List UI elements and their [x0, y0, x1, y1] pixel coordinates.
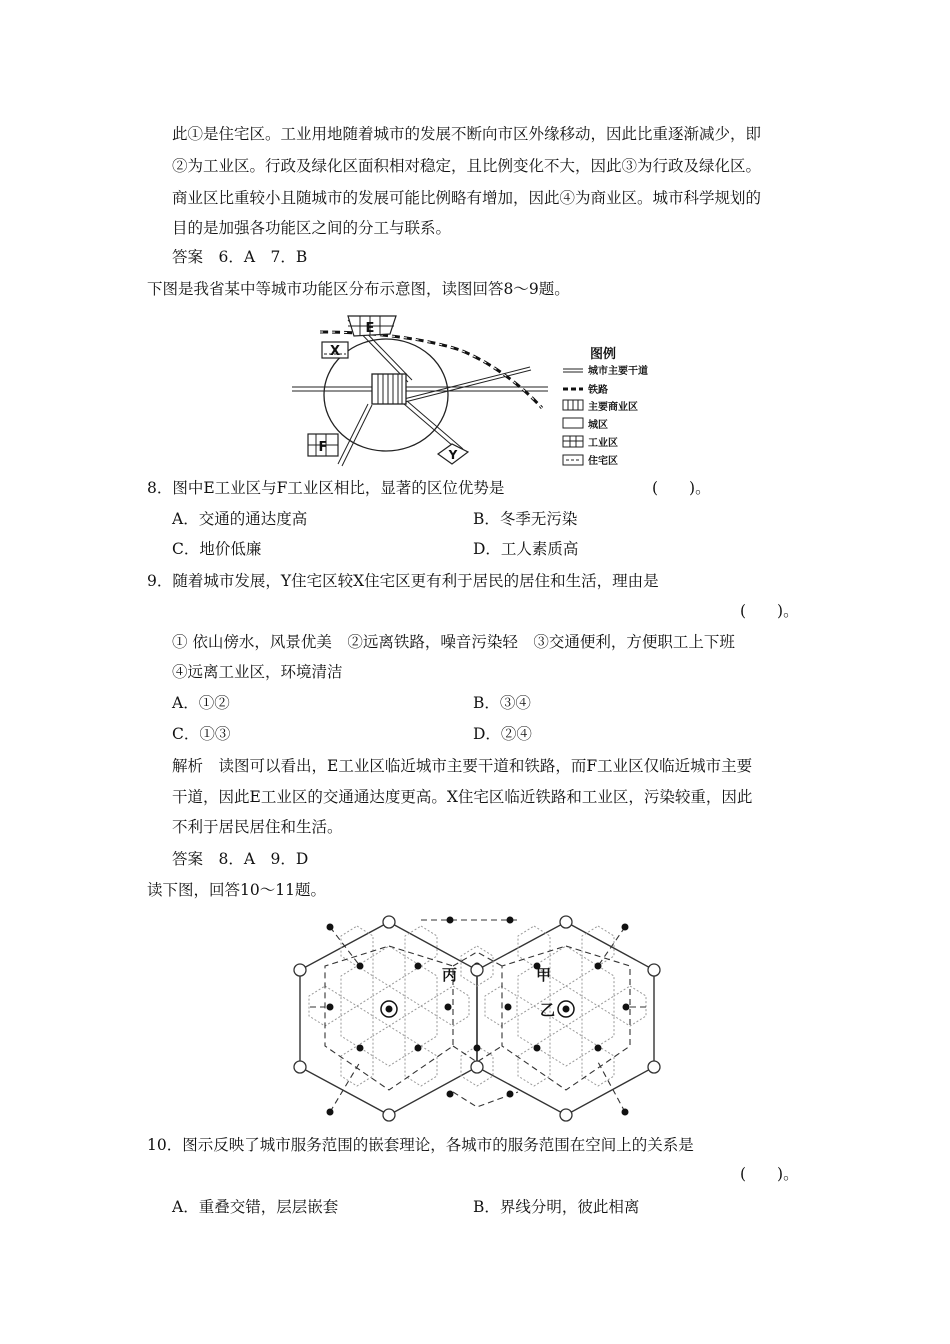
q10-option-b: B．界线分明，彼此相离 — [473, 1198, 640, 1216]
residential-area-x — [322, 342, 348, 359]
q10-bracket: ( )。 — [740, 1165, 799, 1183]
explanation-line: 商业区比重较小且随城市的发展可能比例略有增加，因此④为商业区。城市科学规划的 — [172, 189, 762, 207]
residential-area-y — [438, 444, 468, 464]
q8-option-a: A．交通的通达度高 — [172, 510, 308, 528]
svg-text:城区: 城区 — [588, 420, 608, 431]
central-city-left — [381, 1001, 397, 1017]
label-y: Y — [448, 448, 458, 462]
svg-text:工业区: 工业区 — [588, 438, 618, 449]
central-city-right — [558, 1001, 574, 1017]
label-f: F — [318, 440, 328, 455]
railway — [320, 332, 542, 408]
q9-option-a: A．①② — [172, 694, 230, 712]
q9-choices-line2: ④远离工业区，环境清洁 — [172, 663, 343, 681]
analysis-line: 干道，因此E工业区的交通通达度更高。X住宅区临近铁路和工业区，污染较重，因此 — [172, 788, 753, 806]
label-e: E — [365, 321, 375, 336]
industrial-area-f — [308, 434, 338, 456]
q8-stem: 8．图中E工业区与F工业区相比，显著的区位优势是 — [147, 479, 505, 497]
map-legend — [563, 346, 648, 467]
q9-bracket: ( )。 — [740, 602, 799, 620]
explanation-line: 此①是住宅区。工业用地随着城市的发展不断向市区外缘移动，因此比重逐渐减少，即 — [172, 125, 762, 143]
q9-stem: 9．随着城市发展，Y住宅区较X住宅区更有利于居民的居住和生活，理由是 — [147, 572, 659, 590]
explanation-line: ②为工业区。行政及绿化区面积相对稳定，且比例变化不大，因此③为行政及绿化区。 — [172, 157, 762, 175]
answer-8-9: 答案 8．A 9．D — [172, 850, 309, 868]
label-yi: 乙 — [540, 1001, 556, 1019]
label-bing: 丙 — [442, 966, 458, 984]
q10-option-a: A．重叠交错，层层嵌套 — [172, 1198, 339, 1216]
q10-stem: 10．图示反映了城市服务范围的嵌套理论，各城市的服务范围在空间上的关系是 — [147, 1136, 694, 1154]
q9-option-c: C．①③ — [172, 725, 231, 743]
q8-option-c: C．地价低廉 — [172, 540, 262, 558]
svg-text:城市主要干道: 城市主要干道 — [588, 366, 648, 377]
svg-text:铁路: 铁路 — [588, 385, 608, 396]
large-hexagon-left — [300, 922, 477, 1115]
label-x: X — [329, 344, 341, 359]
industrial-area-e — [348, 316, 396, 336]
q8-bracket: ( )。 — [652, 479, 711, 497]
answer-6-7: 答案 6．A 7．B — [172, 248, 308, 266]
large-hexagon-right — [477, 922, 654, 1115]
city-function-map — [290, 312, 670, 472]
legend-title: 图例 — [590, 347, 617, 362]
q9-option-b: B．③④ — [473, 694, 531, 712]
analysis-line: 不利于居民居住和生活。 — [172, 818, 343, 836]
q9-choices-line1: ① 依山傍水，风景优美 ②远离铁路，噪音污染轻 ③交通便利，方便职工上下班 — [172, 633, 735, 651]
svg-text:住宅区: 住宅区 — [588, 456, 618, 467]
intro-8-9: 下图是我省某中等城市功能区分布示意图，读图回答8～9题。 — [147, 280, 570, 298]
svg-text:主要商业区: 主要商业区 — [588, 402, 638, 413]
q8-option-b: B．冬季无污染 — [473, 510, 578, 528]
analysis-line: 解析 读图可以看出，E工业区临近城市主要干道和铁路，而F工业区仅临近城市主要 — [172, 757, 753, 775]
commercial-district — [372, 374, 406, 404]
q9-option-d: D．②④ — [473, 725, 532, 743]
explanation-line: 目的是加强各功能区之间的分工与联系。 — [172, 219, 452, 237]
label-jia: 甲 — [536, 966, 552, 984]
q8-option-d: D．工人素质高 — [473, 540, 579, 558]
intro-10-11: 读下图，回答10～11题。 — [147, 881, 326, 899]
hexagon-service-map — [290, 912, 670, 1132]
